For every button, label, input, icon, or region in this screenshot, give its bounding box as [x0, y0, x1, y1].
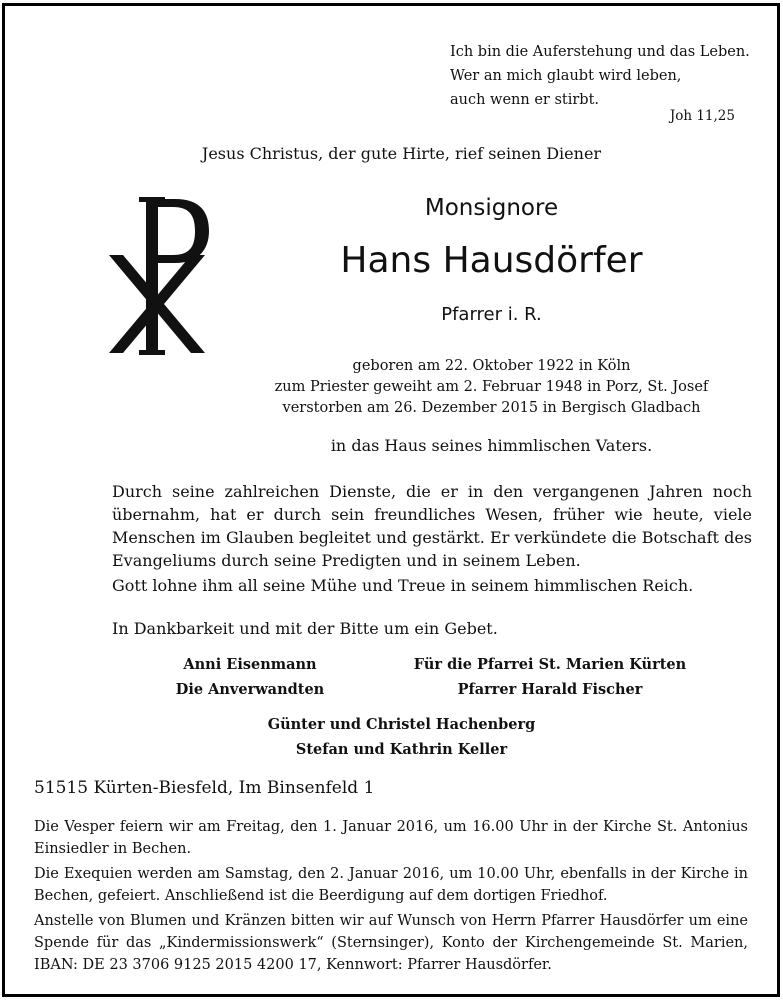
- signature-parish: [400, 652, 700, 702]
- deceased-name: Hans Hausdörfer: [340, 240, 643, 281]
- verse-line: Wer an mich glaubt wird leben,: [450, 68, 682, 84]
- closing-line: in das Haus seines himmlischen Vaters.: [330, 436, 653, 455]
- birth-date: geboren am 22. Oktober 1922 in Köln: [352, 358, 631, 374]
- honorific: Monsignore: [424, 195, 559, 221]
- signature-line: Pfarrer Harald Fischer: [457, 681, 643, 698]
- blessing-paragraph: Gott lohne ihm all seine Mühe und Treue in seinem himmlischen Reich.: [112, 576, 694, 595]
- vesper-notice: Die Vesper feiern wir am Freitag, den 1. Januar 2016, um 16.00 Uhr in der Kirche St. Antonius Einsiedler in Bechen.: [34, 819, 748, 857]
- ordination-date: zum Priester geweiht am 2. Februar 1948 in Porz, St. Josef: [274, 379, 709, 395]
- life-dates: [0, 356, 783, 419]
- intro-line: Jesus Christus, der gute Hirte, rief seinen Diener: [201, 144, 602, 163]
- gratitude-paragraph: In Dankbarkeit und mit der Bitte um ein Gebet.: [112, 619, 498, 638]
- bible-verse: [450, 40, 750, 112]
- funeral-notice: Die Exequien werden am Samstag, den 2. Januar 2016, um 10.00 Uhr, ebenfalls in der Kirche in Bechen, gefeiert. Anschließend ist die Beerdigung auf dem dortigen Friedhof.: [34, 866, 748, 904]
- signature-line: Für die Pfarrei St. Marien Kürten: [413, 656, 687, 673]
- signature-line: Günter und Christel Hachenberg: [267, 716, 536, 733]
- position-title: Pfarrer i. R.: [441, 304, 542, 325]
- signature-line: Anni Eisenmann: [183, 656, 317, 673]
- verse-line: Ich bin die Auferstehung und das Leben.: [450, 44, 750, 60]
- rho-bottom-serif: [139, 350, 165, 355]
- death-date: verstorben am 26. Dezember 2015 in Bergisch Gladbach: [282, 400, 701, 416]
- signature-line: Stefan und Kathrin Keller: [295, 741, 508, 758]
- contact-address: 51515 Kürten-Biesfeld, Im Binsenfeld 1: [34, 778, 375, 798]
- signature-line: Die Anverwandten: [175, 681, 325, 698]
- verse-reference: Joh 11,25: [669, 108, 735, 124]
- tribute-paragraph: Durch seine zahlreichen Dienste, die er in den vergangenen Jahren noch übernahm, hat er durch sein freundliches Wesen, früher wie heute, viele Menschen im Glauben begleitet und gestärkt. Er verkündete die Botschaft des Evangeliums durch seine Predigten und in seinem Leben.: [112, 482, 752, 570]
- verse-line: auch wenn er stirbt.: [450, 92, 600, 108]
- signature-friends: [0, 712, 783, 762]
- donation-notice: Anstelle von Blumen und Kränzen bitten wir auf Wunsch von Herrn Pfarrer Hausdörfer um eine Spende für das „Kindermissionswerk“ (Sternsinger), Konto der Kirchengemeinde St. Marien, IBAN: DE 23 3706 9125 2015 4200 17, Kennwort: Pfarrer Hausdörfer.: [34, 913, 748, 973]
- signature-family: [150, 652, 350, 702]
